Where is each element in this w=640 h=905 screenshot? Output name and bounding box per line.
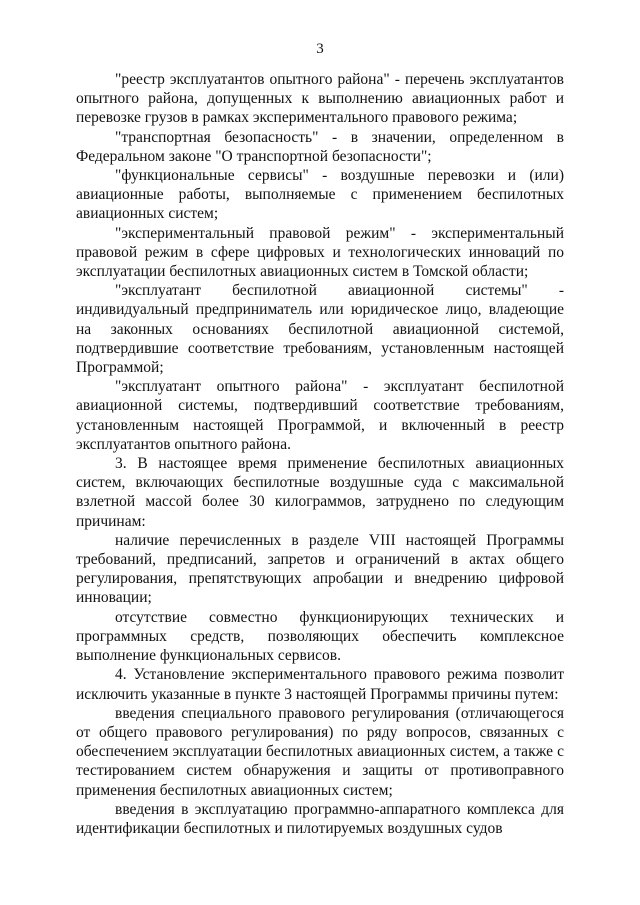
paragraph-definition-functional-services: "функциональные сервисы" - воздушные перевозки и (или) авиационные работы, выполняемые с применением беспилотных авиационных систем; — [76, 167, 564, 223]
paragraph-reason-lack-of-tools: отсутствие совместно функционирующих технических и программных средств, позволяющих обеспечить комплексное выполнение функциональных сервисов. — [76, 608, 564, 665]
paragraph-reason-requirements: наличие перечисленных в разделе VIII настоящей Программы требований, предписаний, запретов и ограничений в актах общего регулирования, препятствующих апробации и внедрению цифровой инновации; — [76, 531, 564, 607]
paragraph-definition-transport-security: "транспортная безопасность" - в значении, определенном в Федеральном законе "О транспортной безопасности"; — [76, 128, 564, 165]
paragraph-definition-area-operator: "эксплуатант опытного района" - эксплуатант беспилотной авиационной системы, подтвердивший соответствие требованиям, установленным настоящей Программой, и включенный в реестр эксплуатантов опытного района. — [76, 378, 564, 453]
document-body — [76, 70, 564, 838]
paragraph-definition-uas-operator: "эксплуатант беспилотной авиационной системы" - индивидуальный предприниматель или юридическое лицо, владеющие на законных основаниях беспилотной авиационной системой, подтвердившие соответствие требованиям, установленным настоящей Программой; — [76, 282, 564, 377]
paragraph-definition-experimental-regime: "экспериментальный правовой режим" - экспериментальный правовой режим в сфере цифровых и технологических инноваций по эксплуатации беспилотных авиационных систем в Томской области; — [76, 224, 564, 281]
paragraph-measure-identification-complex: введения в эксплуатацию программно-аппаратного комплекса для идентификации беспилотных и пилотируемых воздушных судов — [76, 800, 564, 837]
paragraph-measure-special-regulation: введения специального правового регулирования (отличающегося от общего правового регулирования) по ряду вопросов, связанных с обеспечением эксплуатации беспилотных авиационных систем, а также с тестированием систем обнаружения и защиты от противоправного применения беспилотных авиационных систем; — [76, 704, 564, 799]
paragraph-definition-operators-registry: "реестр эксплуатантов опытного района" - перечень эксплуатантов опытного района, допущенных к выполнению авиационных работ и перевозке грузов в рамках экспериментального правового режима; — [76, 71, 564, 127]
page-number: 3 — [316, 41, 324, 57]
paragraph-item-4: 4. Установление экспериментального правового режима позволит исключить указанные в пункте 3 настоящей Программы причины путем: — [76, 666, 564, 703]
paragraph-item-3: 3. В настоящее время применение беспилотных авиационных систем, включающих беспилотные воздушные суда с максимальной взлетной массой более 30 килограммов, затруднено по следующим причинам: — [76, 455, 564, 530]
